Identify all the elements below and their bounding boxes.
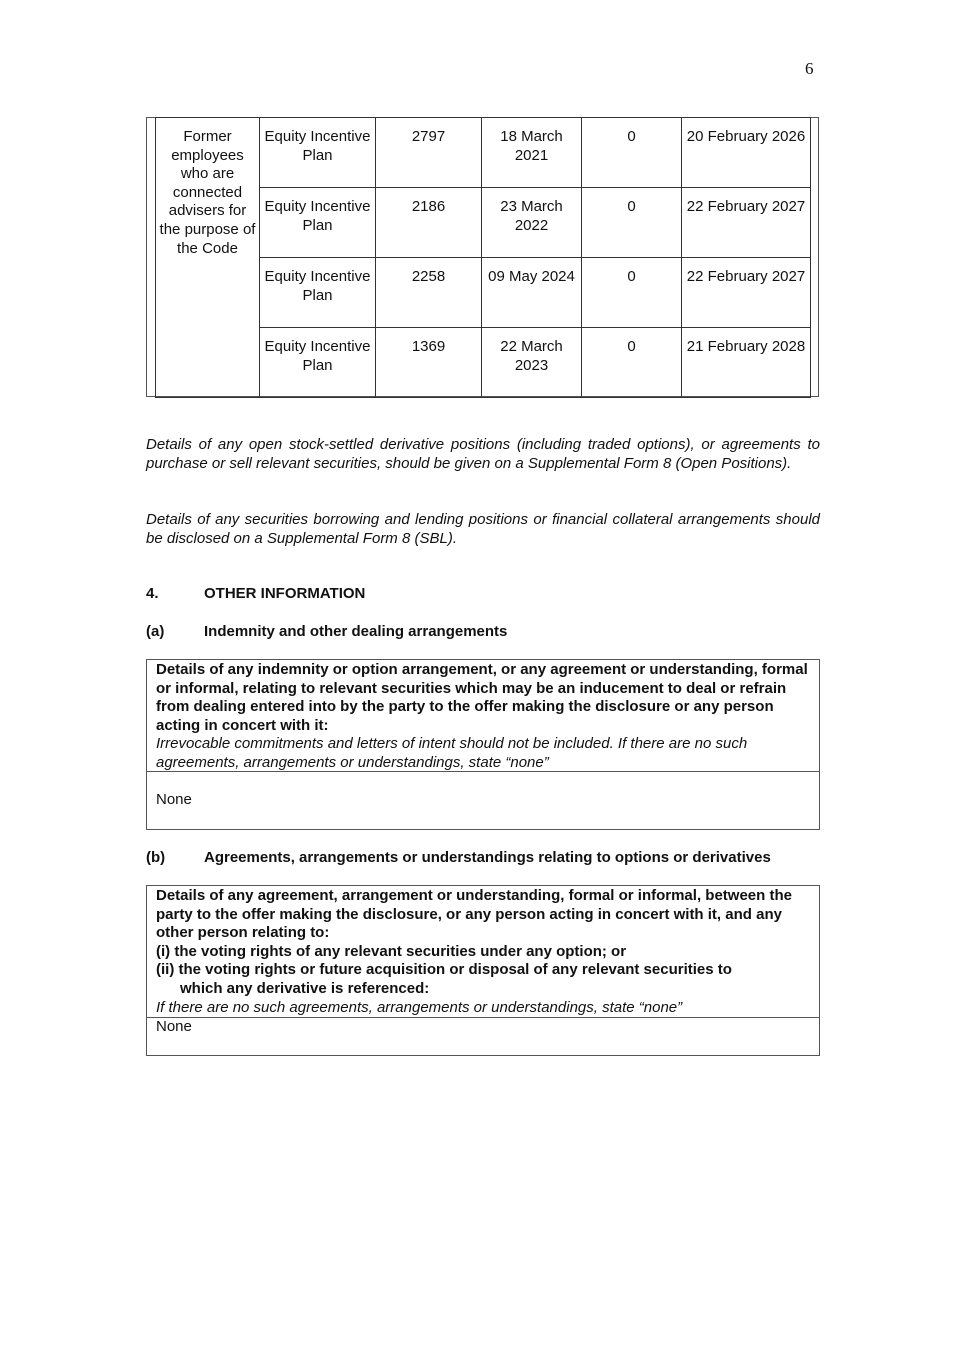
section-title: OTHER INFORMATION [204, 585, 366, 602]
cell-expiry: 21 February 2028 [682, 328, 811, 398]
section-4-heading [146, 585, 365, 604]
box-item-ii-cont: which any derivative is referenced: [180, 979, 430, 997]
cell-expiry: 20 February 2026 [682, 118, 811, 188]
subsection-title: Indemnity and other dealing arrangements [204, 623, 508, 640]
subsection-number: (a) [146, 623, 165, 640]
subsection-number: (b) [146, 849, 166, 866]
agreements-box [146, 885, 820, 1056]
section-number: 4. [146, 585, 159, 602]
box-note: Irrevocable commitments and letters of intent should not be included. If there are no such agreements, arrangements or understandings, state “none” [156, 735, 748, 771]
agreements-value: None [156, 1018, 192, 1035]
cell-price: 0 [582, 188, 682, 258]
cell-expiry: 22 February 2027 [682, 258, 811, 328]
group-label-cell: Former employees who are connected advisers for the purpose of the Code [156, 118, 260, 398]
options-table [155, 117, 811, 398]
box-heading: Details of any agreement, arrangement or understanding, formal or informal, between the party to the offer making the disclosure, or any person acting in concert with it, and any other person relating to: [156, 887, 792, 942]
cell-grant-date: 22 March 2023 [482, 328, 582, 398]
subsection-title: Agreements, arrangements or understandings relating to options or derivatives [204, 849, 771, 866]
cell-price: 0 [582, 118, 682, 188]
cell-grant-date: 09 May 2024 [482, 258, 582, 328]
cell-grant-date: 18 March 2021 [482, 118, 582, 188]
cell-number: 2797 [376, 118, 482, 188]
box-item-i: (i) the voting rights of any relevant securities under any option; or [156, 942, 627, 960]
box-heading: Details of any indemnity or option arrangement, or any agreement or understanding, formal or informal, relating to relevant securities which may be an inducement to deal or refrain from dealing entered into by the party to the offer making the disclosure or any person acting in concert with it: [156, 661, 808, 734]
indemnity-box [146, 659, 820, 830]
cell-plan: Equity Incentive Plan [260, 258, 376, 328]
note-open-positions: Details of any open stock-settled derivative positions (including traded options), or agreements to purchase or sell relevant securities, should be given on a Supplemental Form 8 (Open Positions). [146, 436, 820, 472]
page-number: 6 [805, 59, 814, 78]
cell-grant-date: 23 March 2022 [482, 188, 582, 258]
subsection-b-heading [146, 849, 771, 868]
subsection-a-heading [146, 623, 507, 642]
cell-number: 2258 [376, 258, 482, 328]
cell-plan: Equity Incentive Plan [260, 118, 376, 188]
box-item-ii: (ii) the voting rights or future acquisition or disposal of any relevant securities to [156, 961, 732, 979]
table-row [156, 118, 811, 188]
cell-price: 0 [582, 258, 682, 328]
cell-price: 0 [582, 328, 682, 398]
cell-plan: Equity Incentive Plan [260, 328, 376, 398]
indemnity-value: None [156, 791, 192, 808]
note-sbl: Details of any securities borrowing and lending positions or financial collateral arrangements should be disclosed on a Supplemental Form 8 (SBL). [146, 511, 820, 547]
box-note: If there are no such agreements, arrangements or understandings, state “none” [156, 998, 683, 1016]
cell-expiry: 22 February 2027 [682, 188, 811, 258]
cell-number: 2186 [376, 188, 482, 258]
cell-plan: Equity Incentive Plan [260, 188, 376, 258]
cell-number: 1369 [376, 328, 482, 398]
